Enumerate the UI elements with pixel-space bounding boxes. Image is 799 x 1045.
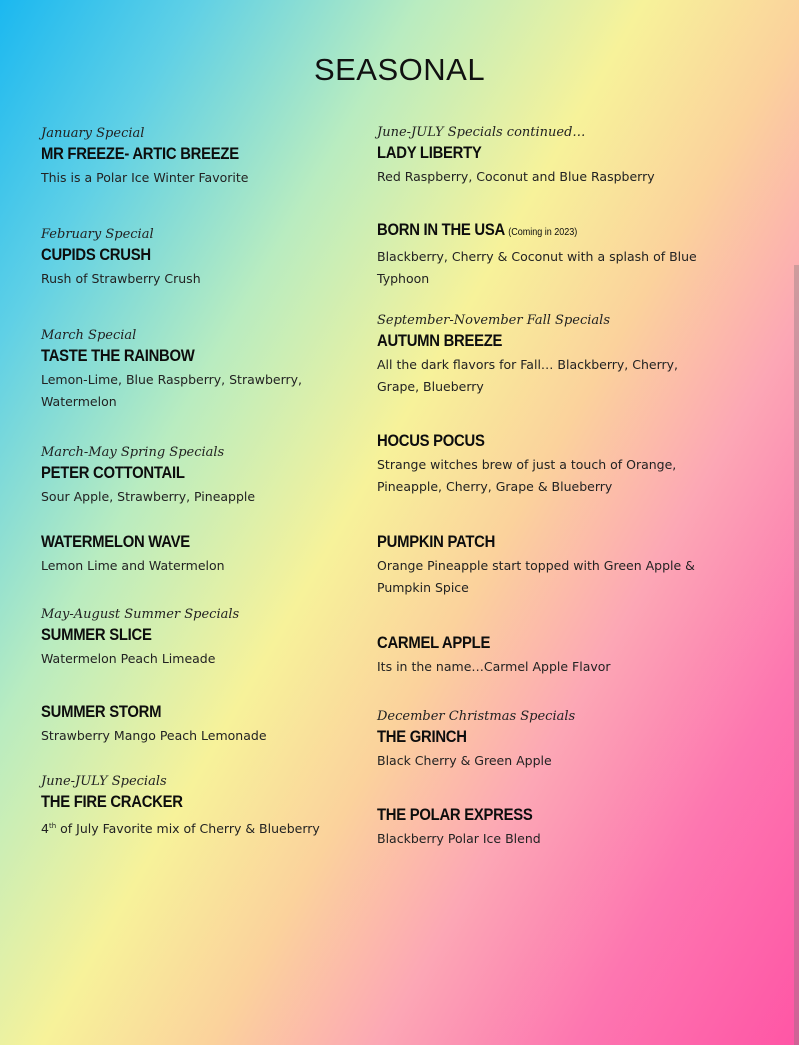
menu-item — [41, 327, 381, 444]
menu-item — [377, 124, 717, 219]
menu-item-description: Lemon Lime and Watermelon — [41, 558, 225, 573]
menu-item-period: December Christmas Specials — [377, 709, 576, 724]
menu-item-name: THE FIRE CRACKER — [41, 793, 183, 811]
menu-item-period: February Special — [41, 227, 154, 242]
page-title: SEASONAL — [313, 52, 486, 87]
menu-item-name: MR FREEZE- ARTIC BREEZE — [41, 145, 239, 163]
menu-item-name: PETER COTTONTAIL — [41, 464, 185, 482]
menu-item-name: PUMPKIN PATCH — [377, 533, 496, 551]
menu-item — [41, 125, 381, 226]
ordinal-number: 4 — [41, 821, 49, 837]
menu-item-period: May-August Summer Specials — [41, 607, 240, 622]
menu-item-name: AUTUMN BREEZE — [377, 332, 503, 350]
menu-item-name: THE POLAR EXPRESS — [377, 806, 533, 824]
description-text: of July Favorite mix of Cherry & Blueberry — [56, 821, 320, 837]
menu-item — [377, 312, 717, 430]
menu-item-name: LADY LIBERTY — [377, 144, 482, 162]
scrollbar[interactable] — [794, 265, 799, 1045]
menu-item — [41, 701, 381, 773]
menu-item — [41, 226, 381, 327]
menu-column-right — [377, 124, 717, 850]
menu-item-name-text: BORN IN THE USA — [377, 221, 505, 239]
menu-item-period: September-November Fall Specials — [377, 313, 610, 328]
menu-item-period: March-May Spring Specials — [41, 445, 225, 460]
menu-column-left — [41, 125, 381, 840]
menu-item-description: Strawberry Mango Peach Lemonade — [41, 728, 267, 743]
menu-item-name: HOCUS POCUS — [377, 432, 485, 450]
menu-item-description: This is a Polar Ice Winter Favorite — [41, 170, 249, 185]
menu-item — [377, 804, 717, 850]
menu-item — [377, 219, 717, 312]
menu-item-description: Watermelon Peach Limeade — [41, 651, 216, 666]
menu-item-description: Rush of Strawberry Crush — [41, 271, 201, 286]
menu-item-name: WATERMELON WAVE — [41, 533, 190, 551]
menu-item — [377, 708, 717, 804]
menu-item — [41, 606, 381, 703]
menu-item-description: Blackberry, Cherry & Coconut with a splash of Blue Typhoon — [377, 249, 697, 286]
menu-item-name: SUMMER SLICE — [41, 626, 152, 644]
menu-item — [377, 430, 717, 531]
menu-item-description: Strange witches brew of just a touch of Orange, Pineapple, Cherry, Grape & Blueberry — [377, 457, 677, 494]
menu-item-period: March Special — [41, 328, 137, 343]
menu-item-description: All the dark flavors for Fall… Blackberry, Cherry, Grape, Blueberry — [377, 357, 679, 394]
ordinal-suffix: th — [48, 822, 57, 830]
menu-item-name: TASTE THE RAINBOW — [41, 347, 195, 365]
menu-item-description: Lemon-Lime, Blue Raspberry, Strawberry, Watermelon — [41, 372, 303, 409]
menu-item-description — [41, 815, 381, 840]
menu-item-description: Black Cherry & Green Apple — [377, 753, 552, 768]
menu-item-note: (Coming in 2023) — [508, 227, 578, 238]
menu-item-description: Blackberry Polar Ice Blend — [377, 831, 541, 846]
menu-item-name: CARMEL APPLE — [377, 634, 491, 652]
menu-item-name: SUMMER STORM — [41, 703, 162, 721]
menu-item — [41, 531, 381, 606]
menu-item-period: June-JULY Specials — [41, 774, 167, 789]
menu-item — [377, 632, 717, 708]
menu-item-name: THE GRINCH — [377, 728, 467, 746]
menu-item — [377, 531, 717, 632]
menu-item — [41, 444, 381, 539]
menu-item — [41, 773, 381, 840]
menu-item-period: January Special — [41, 126, 145, 141]
menu-item-name — [377, 219, 683, 244]
menu-item-name: CUPIDS CRUSH — [41, 246, 151, 264]
menu-item-description: Red Raspberry, Coconut and Blue Raspberry — [377, 169, 655, 184]
menu-item-description: Its in the name…Carmel Apple Flavor — [377, 659, 611, 674]
menu-item-description: Sour Apple, Strawberry, Pineapple — [41, 489, 256, 504]
menu-item-description: Orange Pineapple start topped with Green Apple & Pumpkin Spice — [377, 558, 695, 595]
menu-item-period: June-JULY Specials continued… — [377, 125, 586, 140]
